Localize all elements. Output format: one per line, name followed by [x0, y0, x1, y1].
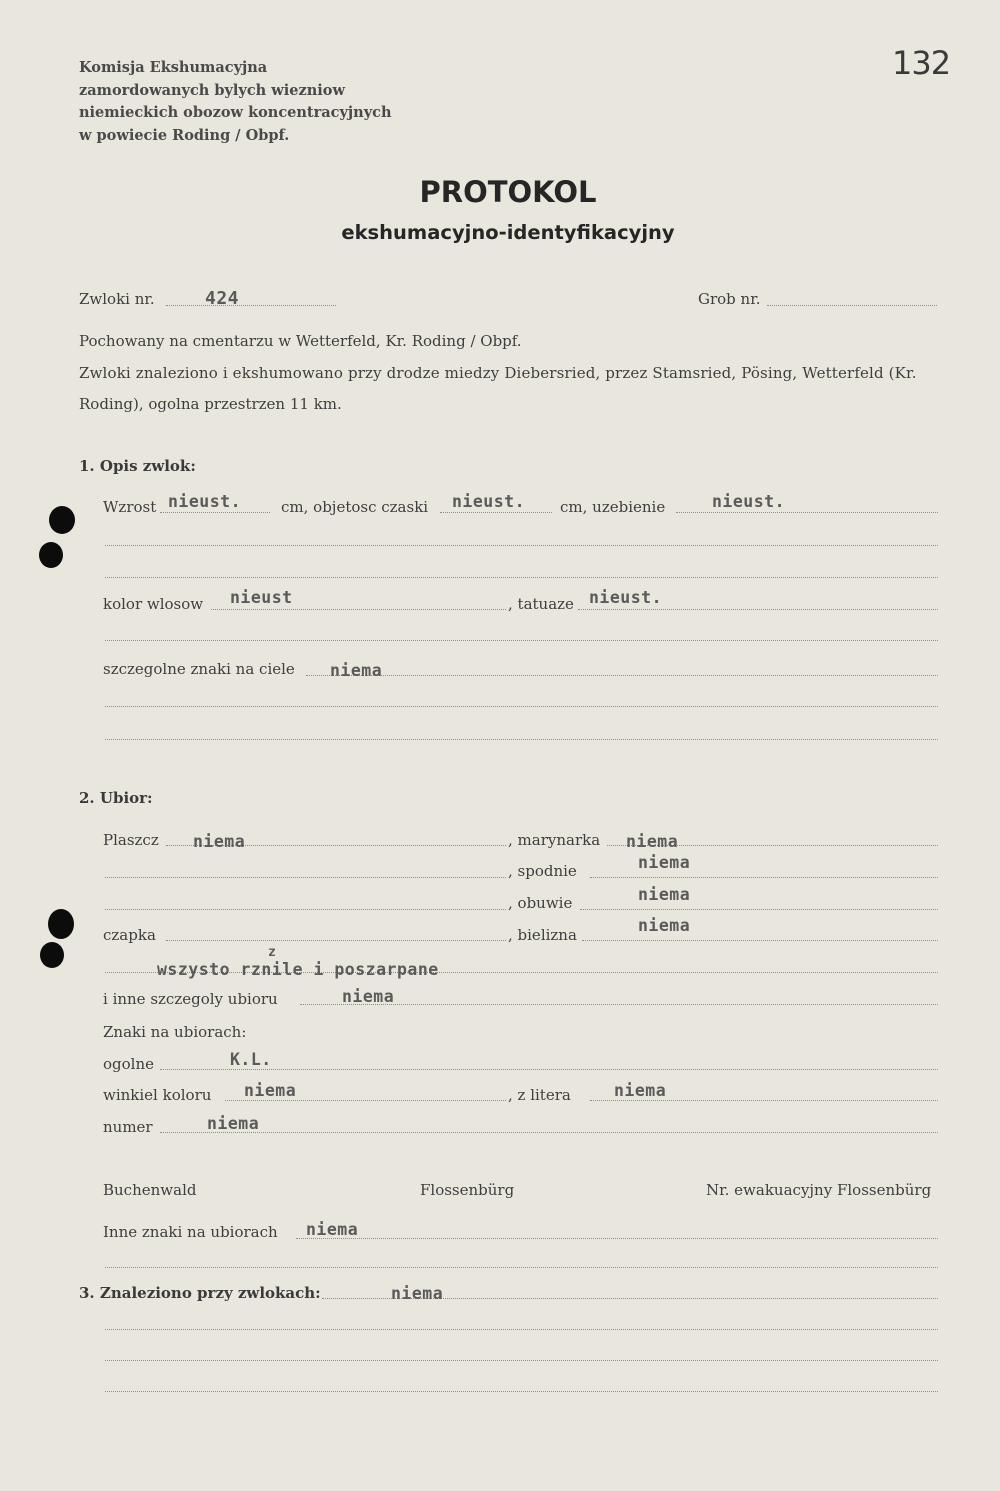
numer-value: niema [207, 1114, 260, 1133]
obuwie-value: niema [638, 885, 691, 904]
inne-znaki-label: Inne znaki na ubiorach [103, 1223, 278, 1241]
znaleziono-value: niema [391, 1284, 444, 1303]
section-3-heading: 3. Znaleziono przy zwlokach: [79, 1284, 321, 1302]
spodnie-label: , spodnie [508, 862, 577, 880]
obuwie-label: , obuwie [508, 894, 573, 912]
czaszka-value: nieust. [452, 492, 526, 511]
znaleziono-line-1: Zwloki znaleziono i ekshumowano przy drodze miedzy Diebersried, przez Stamsried, Pösing, Wetterfeld (Kr. [79, 364, 917, 382]
znaleziono-line-2: Roding), ogolna przestrzen 11 km. [79, 395, 342, 413]
winkiel-label: winkiel koloru [103, 1086, 212, 1104]
flossenburg-label: Flossenbürg [420, 1181, 515, 1199]
punch-hole-top-2 [39, 542, 63, 568]
winkiel-value: niema [244, 1081, 297, 1100]
grob-label: Grob nr. [698, 290, 761, 308]
czapka-label: czapka [103, 926, 156, 944]
punch-hole-bottom-2 [40, 942, 64, 968]
page-number: 132 [892, 44, 951, 82]
plaszcz-label: Plaszcz [103, 831, 159, 849]
spodnie-value: niema [638, 853, 691, 872]
znaki-label: szczegolne znaki na ciele [103, 660, 295, 678]
clothing-note: wszysto rznile i poszarpane [157, 960, 439, 979]
ewakuacyjny-label: Nr. ewakuacyjny Flossenbürg [706, 1181, 932, 1199]
objetosc-label: cm, objetosc czaski [281, 498, 429, 516]
litera-value: niema [614, 1081, 667, 1100]
uzebienie-value: nieust. [712, 492, 786, 511]
inne-value: niema [342, 987, 395, 1006]
document-title: PROTOKOL [419, 175, 597, 209]
document-subtitle: ekshumacyjno-identyfikacyjny [341, 221, 675, 244]
clothing-note-correction: z [268, 945, 277, 960]
header-line-1: Komisja Ekshumacyjna [79, 59, 268, 76]
header-line-4: w powiecie Roding / Obpf. [79, 126, 290, 144]
punch-hole-top [49, 506, 75, 534]
inne-znaki-value: niema [306, 1220, 359, 1239]
plaszcz-value: niema [193, 832, 246, 851]
tatuaze-value: nieust. [589, 588, 663, 607]
wzrost-label: Wzrost [103, 498, 157, 516]
buchenwald-label: Buchenwald [103, 1181, 197, 1199]
marynarka-value: niema [626, 832, 679, 851]
pochowany-text: Pochowany na cmentarzu w Wetterfeld, Kr. Roding / Obpf. [79, 332, 522, 350]
uzebienie-label: cm, uzebienie [560, 498, 666, 516]
zwloki-value: 424 [205, 288, 240, 309]
bielizna-label: , bielizna [508, 926, 577, 944]
litera-label: , z litera [508, 1086, 571, 1104]
kolor-value: nieust [230, 588, 293, 607]
numer-label: numer [103, 1118, 153, 1136]
header-line-2: zamordowanych bylych wiezniow [79, 81, 345, 99]
ogolne-value: K.L. [230, 1050, 272, 1069]
kolor-label: kolor wlosow [103, 595, 204, 613]
inne-label: i inne szczegoly ubioru [103, 990, 278, 1008]
bielizna-value: niema [638, 916, 691, 935]
zwloki-label: Zwloki nr. [79, 290, 155, 308]
section-1-heading: 1. Opis zwlok: [79, 457, 196, 475]
ogolne-label: ogolne [103, 1055, 154, 1073]
tatuaze-label: , tatuaze [508, 595, 574, 613]
commission-header [79, 57, 392, 147]
punch-hole-bottom [48, 909, 74, 939]
marynarka-label: , marynarka [508, 831, 601, 849]
wzrost-value: nieust. [168, 492, 242, 511]
znaki-ubiorach-heading: Znaki na ubiorach: [103, 1023, 247, 1041]
section-2-heading: 2. Ubior: [79, 789, 153, 807]
znaki-value: niema [330, 661, 383, 680]
header-line-3: niemieckich obozow koncentracyjnych [79, 104, 392, 121]
